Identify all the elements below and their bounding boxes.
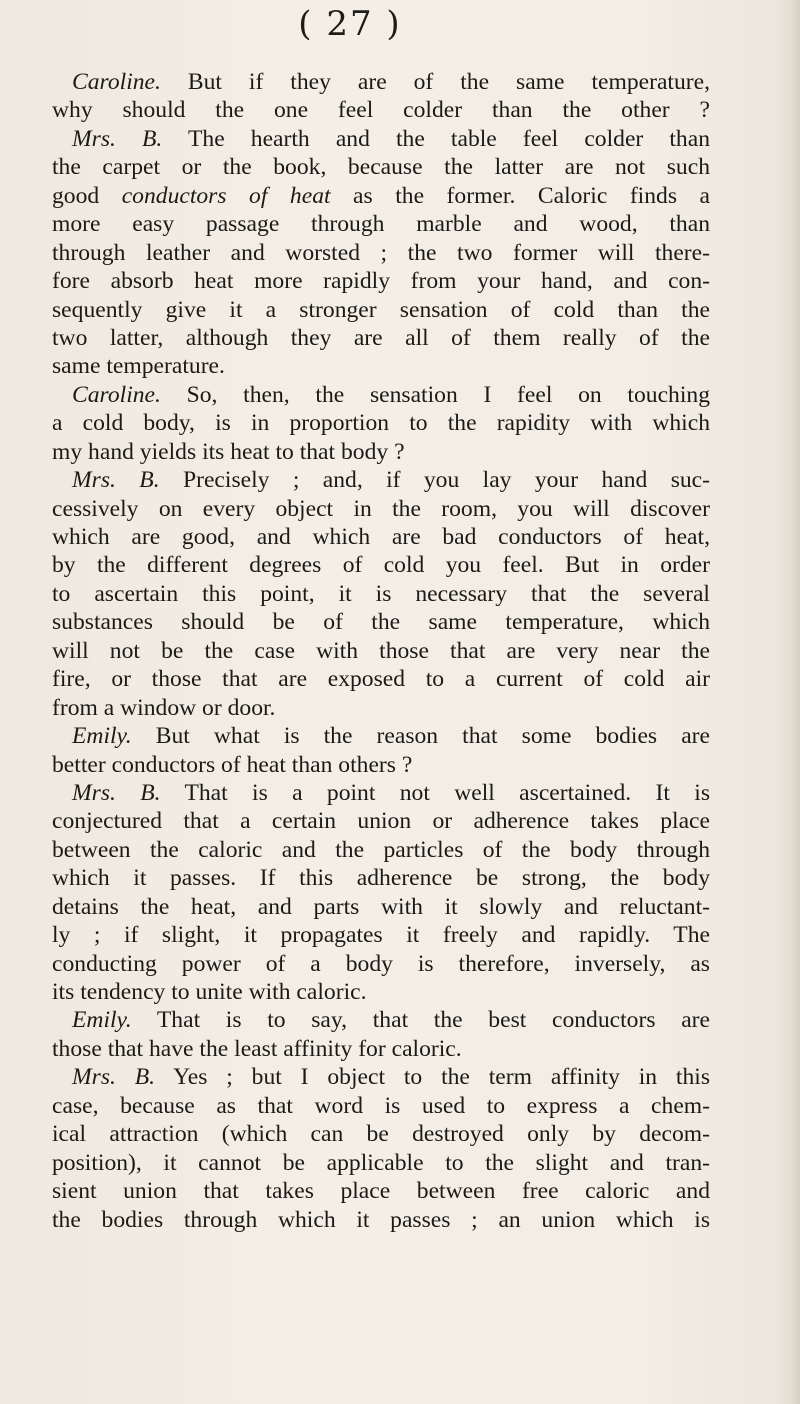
line-text: those that have the least affinity for caloric.	[52, 1035, 462, 1062]
line-text: a cold body, is in proportion to the rapidity with which	[52, 410, 710, 437]
text-line	[52, 608, 710, 636]
line-text: position), it cannot be applicable to the slight and tran-	[52, 1149, 710, 1176]
text-line	[52, 466, 710, 494]
text-line	[52, 96, 710, 124]
text-line	[52, 495, 710, 523]
line-text: sequently give it a stronger sensation of cold than the	[52, 296, 710, 323]
text-line	[52, 893, 710, 921]
line-text: which are good, and which are bad conductors of heat,	[52, 524, 710, 550]
text-line	[52, 523, 710, 551]
text-line	[52, 807, 710, 835]
line-text: from a window or door.	[52, 694, 276, 721]
text-line	[52, 182, 710, 210]
line-text: through leather and worsted ; the two former will there-	[52, 239, 710, 266]
text-line	[52, 779, 710, 807]
text-line	[52, 409, 710, 437]
line-text: detains the heat, and parts with it slowly and reluctant-	[52, 893, 710, 920]
text-line	[52, 1120, 710, 1148]
text-line	[52, 722, 710, 750]
line-text: But if they are of the same temperature,	[160, 69, 710, 95]
line-text: between the caloric and the particles of the body through	[52, 836, 710, 863]
text-line	[52, 637, 710, 665]
page-edge-shadow	[778, 0, 800, 1404]
speaker-name: Caroline.	[72, 69, 161, 95]
text-line	[52, 836, 710, 864]
line-text: same temperature.	[52, 353, 225, 380]
text-line	[52, 1206, 710, 1234]
line-text: conducting power of a body is therefore, inversely, as	[52, 950, 710, 977]
text-line	[52, 125, 710, 153]
speaker-name: Mrs. B.	[72, 779, 161, 806]
text-line	[52, 1063, 710, 1091]
text-line	[52, 1177, 710, 1205]
line-text: Precisely ; and, if you lay your hand suc-	[159, 467, 711, 494]
speaker-name: Emily.	[72, 1007, 132, 1034]
line-text: sient union that takes place between free caloric and	[52, 1178, 710, 1205]
line-text: which it passes. If this adherence be strong, the body	[52, 865, 710, 892]
text-line	[52, 1035, 710, 1063]
line-text: Yes ; but I object to the term affinity in this	[155, 1064, 711, 1091]
speaker-name: Mrs. B.	[72, 125, 163, 152]
text-line	[52, 239, 710, 267]
line-text: good	[52, 182, 122, 209]
text-line	[52, 381, 710, 409]
text-line	[52, 324, 710, 352]
body-text	[52, 68, 710, 1234]
line-text: the bodies through which it passes ; an union which is	[52, 1206, 710, 1233]
line-text: will not be the case with those that are very near the	[52, 637, 710, 664]
text-line	[52, 210, 710, 238]
line-text: two latter, although they are all of them really of the	[52, 324, 710, 351]
text-line	[52, 68, 710, 96]
text-line	[52, 551, 710, 579]
line-text: by the different degrees of cold you feel. But in order	[52, 552, 710, 579]
text-line	[52, 153, 710, 181]
text-line	[52, 694, 710, 722]
line-text: fire, or those that are exposed to a current of cold air	[52, 666, 710, 693]
line-text: my hand yields its heat to that body ?	[52, 438, 405, 465]
line-text: conjectured that a certain union or adherence takes place	[52, 808, 710, 835]
speaker-name: Caroline.	[72, 381, 161, 408]
text-line	[52, 1092, 710, 1120]
speaker-name: Mrs. B.	[72, 467, 160, 494]
line-text: That is a point not well ascertained. It is	[160, 779, 710, 806]
line-text-continued: as the former. Caloric finds a	[330, 182, 710, 209]
speaker-name: Mrs. B.	[72, 1064, 156, 1091]
text-line	[52, 580, 710, 608]
line-text: better conductors of heat than others ?	[52, 751, 413, 778]
line-text: So, then, the sensation I feel on touching	[160, 381, 710, 408]
text-line	[52, 751, 710, 779]
speaker-name: Emily.	[72, 723, 132, 750]
page-number: ( 27 )	[298, 4, 402, 44]
text-line	[52, 1149, 710, 1177]
text-line	[52, 267, 710, 295]
text-line	[52, 978, 710, 1006]
text-line	[52, 296, 710, 324]
line-text: But what is the reason that some bodies are	[131, 723, 710, 750]
line-text: The hearth and the table feel colder than	[162, 125, 710, 152]
line-text: the carpet or the book, because the latter are not such	[52, 154, 710, 181]
emphasized-text: conductors of heat	[121, 182, 331, 209]
line-text: substances should be of the same temperature, which	[52, 609, 710, 636]
text-line	[52, 665, 710, 693]
line-text: cessively on every object in the room, you will discover	[52, 495, 710, 522]
line-text: That is to say, that the best conductors are	[131, 1007, 710, 1034]
line-text: fore absorb heat more rapidly from your hand, and con-	[52, 268, 710, 295]
text-line	[52, 950, 710, 978]
line-text: ly ; if slight, it propagates it freely and rapidly. The	[52, 922, 710, 949]
text-line	[52, 352, 710, 380]
line-text: more easy passage through marble and wood, than	[52, 211, 710, 238]
text-line	[52, 921, 710, 949]
text-line	[52, 438, 710, 466]
line-text: ical attraction (which can be destroyed only by decom-	[52, 1121, 710, 1148]
line-text: its tendency to unite with caloric.	[52, 979, 367, 1005]
text-line	[52, 1006, 710, 1034]
line-text: to ascertain this point, it is necessary that the several	[52, 580, 710, 607]
text-line	[52, 864, 710, 892]
line-text: case, because as that word is used to express a chem-	[52, 1092, 710, 1119]
line-text: why should the one feel colder than the other ?	[52, 97, 710, 124]
